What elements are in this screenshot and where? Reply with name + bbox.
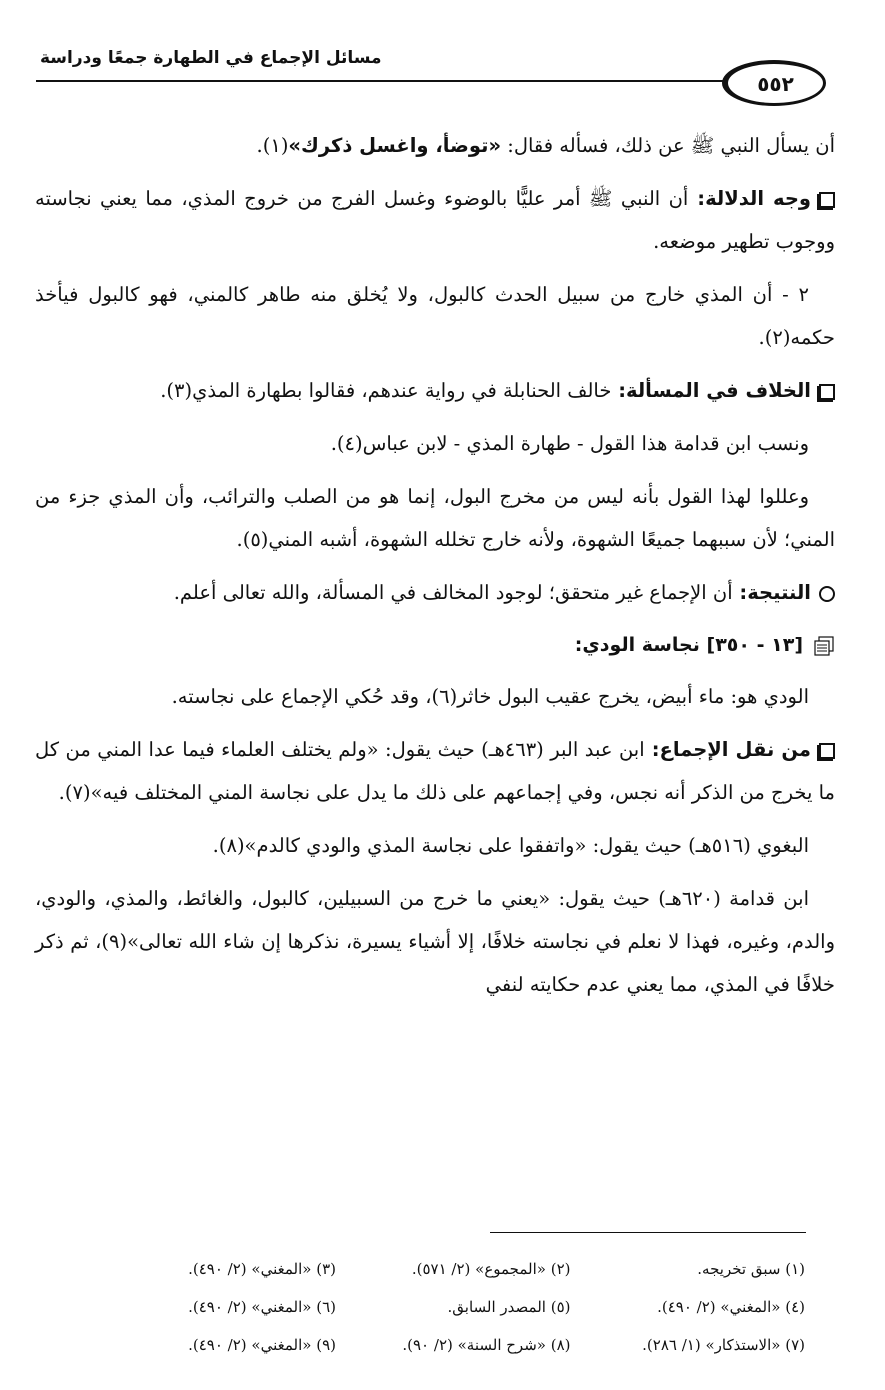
section-heading-text: [١٣ - ٣٥٠] نجاسة الودي:	[574, 634, 803, 656]
paragraph-attribution: ونسب ابن قدامة هذا القول - طهارة المذي - لابن عباس(٤).	[330, 432, 809, 455]
paragraph-wadi-definition: الودي هو: ماء أبيض، يخرج عقيب البول خاثر(٦)، وقد حُكي الإجماع على نجاسته.	[171, 685, 809, 708]
paragraph-reasoning: وعللوا لهذا القول بأنه ليس من مخرج البول، إنما هو من الصلب والترائب، وأن المذي جزء من المني؛ لأن سببهما جميعًا الشهوة، ولأنه خارج تخلله الشهوة، أشبه المني(٥).	[35, 485, 835, 551]
footnote: (٥) المصدر السابق.	[447, 1298, 571, 1316]
documents-icon	[813, 636, 835, 656]
footnote: (١) سبق تخريجه.	[697, 1260, 805, 1278]
paragraph-hadith: أن يسأل النبي ﷺ عن ذلك، فسأله فقال: «توضأ، واغسل ذكرك»(١).	[256, 134, 835, 157]
footnote-row	[105, 1326, 805, 1364]
section-heading	[35, 624, 835, 667]
footnote: (٨) «شرح السنة» (٢/ ٩٠).	[402, 1336, 571, 1354]
footnote: (٦) «المغني» (٢/ ٤٩٠).	[188, 1298, 336, 1316]
paragraph-baghawi: البغوي (٥١٦هـ) حيث يقول: «واتفقوا على نجاسة المذي والودي كالدم»(٨).	[212, 834, 809, 857]
footnote: (٩) «المغني» (٢/ ٤٩٠).	[188, 1336, 336, 1354]
disagreement-label: الخلاف في المسألة:	[611, 379, 811, 402]
running-title: مسائل الإجماع في الطهارة جمعًا ودراسة	[40, 48, 382, 68]
paragraph-disagreement: الخلاف في المسألة: خالف الحنابلة في رواية عندهم، فقالوا بطهارة المذي(٣).	[35, 369, 835, 412]
square-bullet-icon	[819, 384, 835, 400]
evidence-label: وجه الدلالة:	[688, 187, 811, 210]
body-text	[35, 124, 835, 1016]
result-label: النتيجة:	[732, 581, 811, 604]
footnote-row	[105, 1250, 805, 1288]
footnote: (٢) «المجموع» (٢/ ٥٧١).	[411, 1260, 571, 1278]
circle-bullet-icon	[819, 586, 835, 602]
footnote-row	[105, 1288, 805, 1326]
footnote: (٣) «المغني» (٢/ ٤٩٠).	[188, 1260, 336, 1278]
header-rule	[36, 80, 726, 82]
paragraph-result: النتيجة: أن الإجماع غير متحقق؛ لوجود المخالف في المسألة، والله تعالى أعلم.	[35, 571, 835, 614]
footnotes	[105, 1250, 805, 1364]
footnote: (٧) «الاستذكار» (١/ ٢٨٦).	[642, 1336, 805, 1354]
square-bullet-icon	[819, 192, 835, 208]
footnote: (٤) «المغني» (٢/ ٤٩٠).	[657, 1298, 805, 1316]
paragraph-ibn-qudama: ابن قدامة (٦٢٠هـ) حيث يقول: «يعني ما خرج من السبيلين، كالبول، والغائط، والمذي، والودي، والدم، وغيره، فهذا لا نعلم في نجاسته خلافًا، إلا أشياء يسيرة، نذكرها إن شاء الله تعالى»(٩)، ثم ذكر خلافًا في المذي، مما يعني عدم حكايته لنفي	[35, 887, 836, 996]
square-bullet-icon	[819, 743, 835, 759]
hadith-quote: «توضأ، واغسل ذكرك»	[288, 134, 502, 157]
page-number: ٥٥٢	[722, 60, 826, 106]
paragraph-evidence: وجه الدلالة: أن النبي ﷺ أمر عليًّا بالوضوء وغسل الفرج من خروج المذي، مما يعني نجاسته ووجوب تطهير موضعه.	[35, 187, 835, 253]
paragraph-consensus-transmitters: من نقل الإجماع: ابن عبد البر (٤٦٣هـ) حيث يقول: «ولم يختلف العلماء فيما عدا المني من كل ما يخرج من الذكر أنه نجس، وفي إجماعهم على ذلك ما يدل على نجاسة المني المختلف فيه»(٧).	[35, 738, 835, 804]
transmitters-label: من نقل الإجماع:	[644, 738, 811, 761]
paragraph-second-argument: ٢ - أن المذي خارج من سبيل الحدث كالبول، ولا يُخلق منه طاهر كالمني، فهو كالبول فيأخذ حكمه(٢).	[35, 283, 835, 349]
footnote-rule	[490, 1232, 806, 1233]
